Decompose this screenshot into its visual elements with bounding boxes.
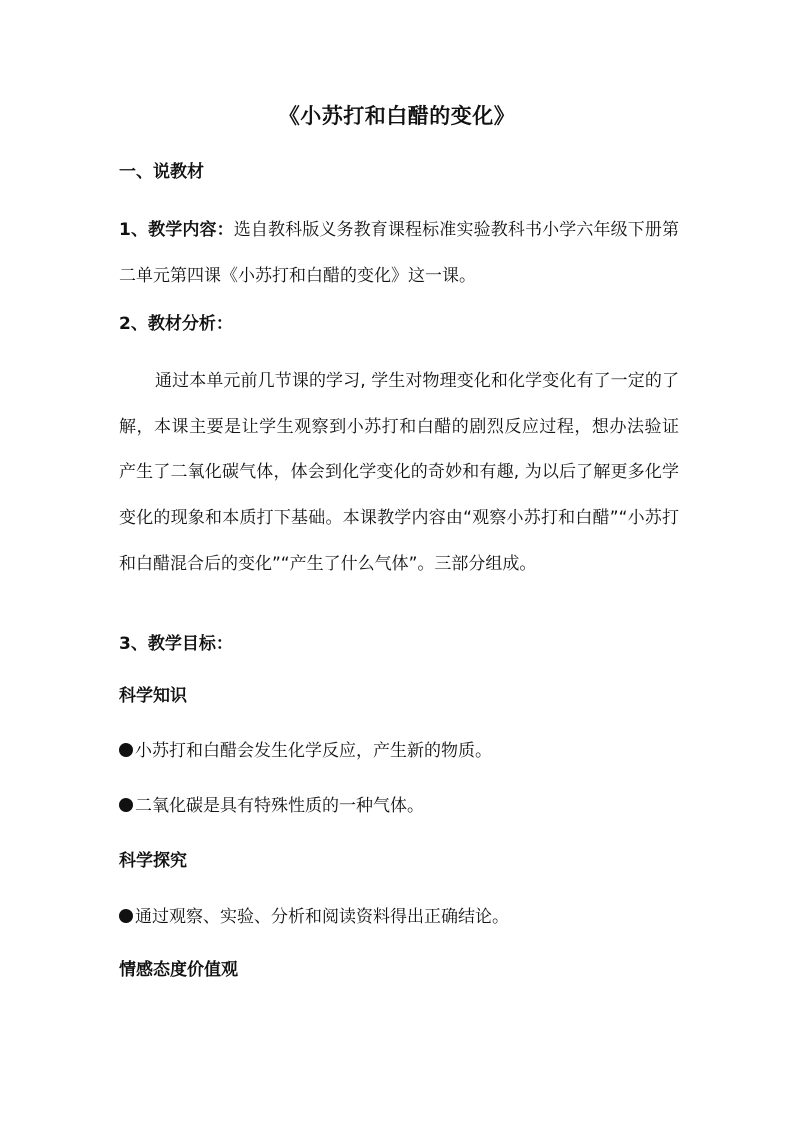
knowledge-bullet xyxy=(119,737,492,765)
inquiry-bullet-text: 通过观察、实验、分析和阅读资料得出正确结论。 xyxy=(135,907,509,927)
bullet-dot-icon xyxy=(119,909,133,923)
section-heading-textbook: 一、说教材 xyxy=(119,162,204,182)
bullet-dot-icon xyxy=(119,743,133,757)
attitude-values-heading: 情感态度价值观 xyxy=(119,960,238,980)
knowledge-bullet-text: 小苏打和白醋会发生化学反应，产生新的物质。 xyxy=(135,741,492,761)
knowledge-bullet xyxy=(119,792,424,820)
textbook-analysis-paragraph: 通过本单元前几节课的学习, 学生对物理变化和化学变化有了一定的了解，本课主要是让学生观察到小苏打和白醋的剧烈反应过程，想办法验证产生了二氧化碳气体，体会到化学变化的奇妙和有趣, 为以后了解更多化学变化的现象和本质打下基础。本课教学内容由“观察小苏打和白醋”“小苏打和白醋混合后的变化”“产生了什么气体”。三部分组成。 xyxy=(119,371,679,574)
teaching-goals-heading: 3、教学目标： xyxy=(119,634,233,654)
teaching-content-paragraph xyxy=(119,208,679,299)
page-title: 《小苏打和白醋的变化》 xyxy=(278,104,516,128)
inquiry-bullet xyxy=(119,903,509,931)
science-inquiry-heading: 科学探究 xyxy=(119,851,187,871)
teaching-content-label: 1、教学内容： xyxy=(119,220,234,240)
science-knowledge-heading: 科学知识 xyxy=(119,686,187,706)
bullet-dot-icon xyxy=(119,798,133,812)
textbook-analysis-heading: 2、教材分析： xyxy=(119,314,233,334)
knowledge-bullet-text: 二氧化碳是具有特殊性质的一种气体。 xyxy=(135,796,424,816)
teaching-content-text: 选自教科版义务教育课程标准实验教科书小学六年级下册第二单元第四课《小苏打和白醋的变化》这一课。 xyxy=(119,220,679,286)
